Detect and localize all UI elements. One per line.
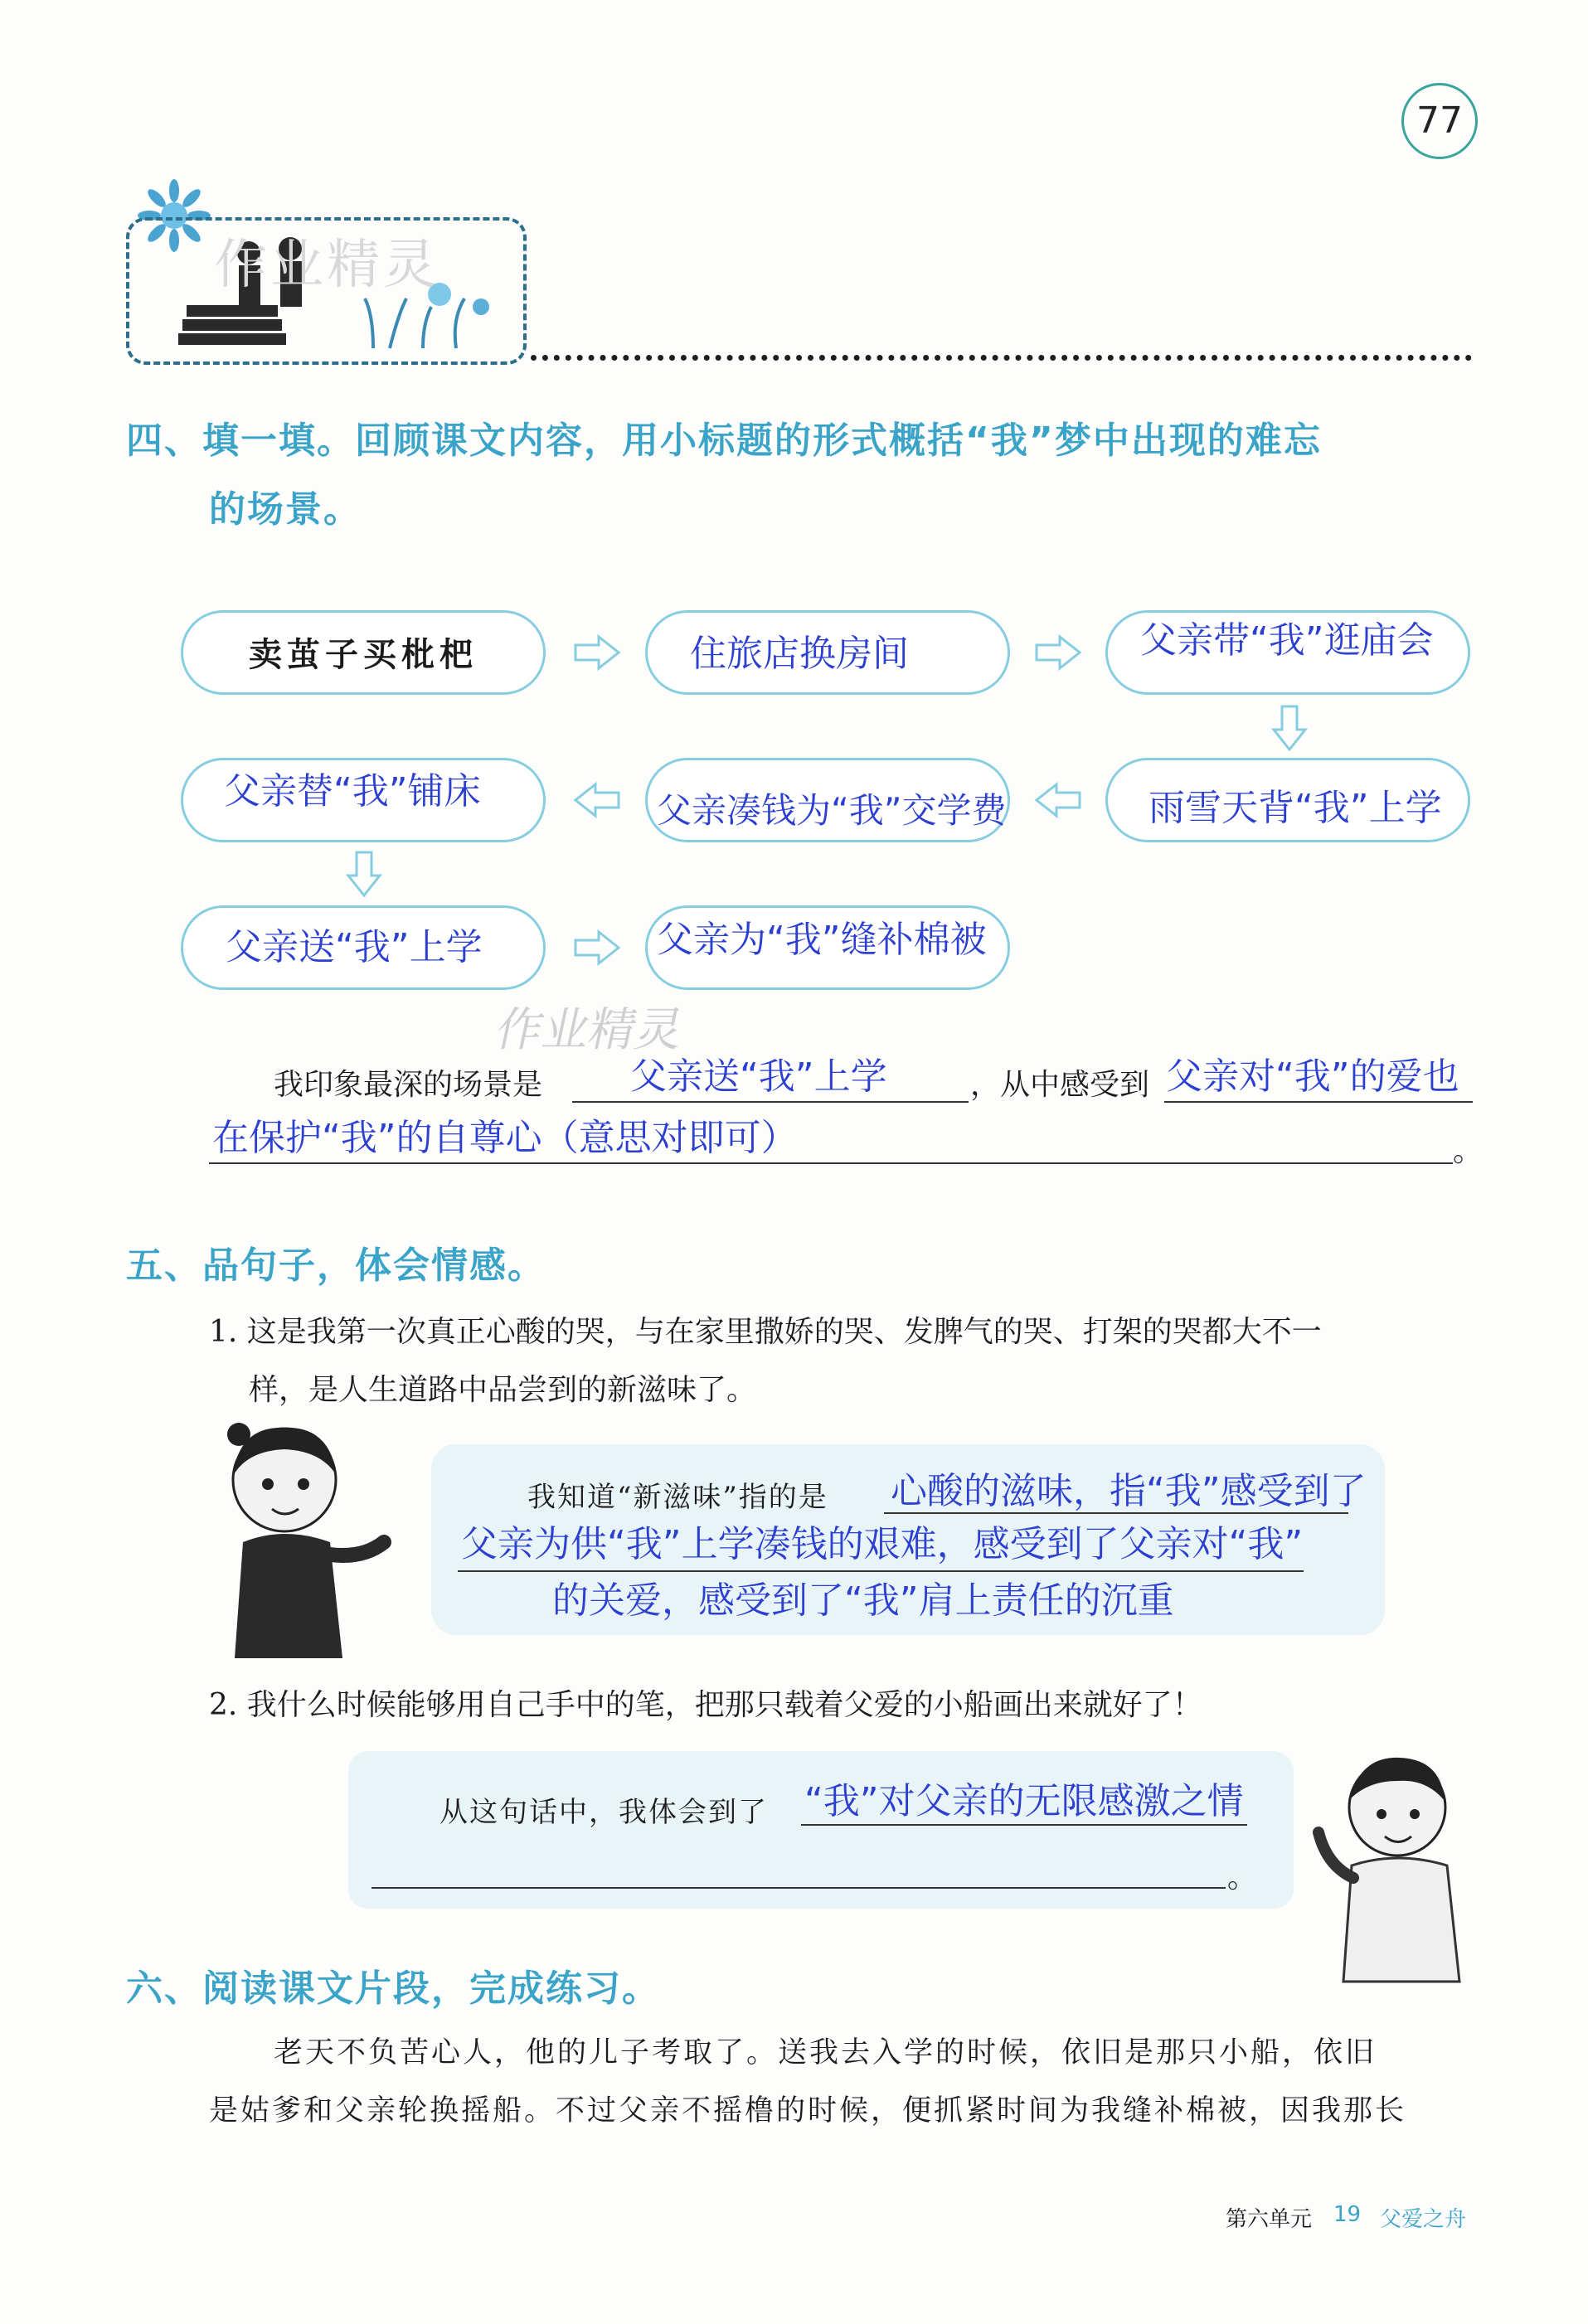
section4-heading-line1: 四、填一填。回顾课文内容，用小标题的形式概括“我”梦中出现的难忘 [126,420,1322,462]
flow-box-2-text: 住旅店换房间 [690,633,909,675]
flow-box-6-text: 父亲替“我”铺床 [224,770,481,813]
answer-scene: 父亲送“我”上学 [630,1055,887,1098]
bubble2-line-1 [801,1824,1247,1826]
flow-box-8-text: 父亲为“我”缝补棉被 [657,919,987,961]
arrow-left-icon [572,779,622,821]
bubble2-prefix: 从这句话中，我体会到了 [439,1796,768,1829]
boy-illustration [1302,1741,1484,1990]
section6-heading: 六、阅读课文片段，完成练习。 [126,1967,660,2010]
bubble2-end: 。 [1227,1861,1258,1895]
answer-line-scene [572,1101,969,1103]
bubble1-answer-1: 心酸的滋味，指“我”感受到了 [891,1470,1367,1512]
fill-sentence-prefix: 我印象最深的场景是 [274,1068,543,1102]
arrow-right-icon [572,632,622,673]
footer-page: 19 [1333,2202,1362,2227]
bubble2-answer: “我”对父亲的无限感激之情 [804,1780,1244,1822]
header-divider [531,355,1472,361]
answer-line-feeling-2 [209,1162,1453,1164]
flow-box-3-text: 父亲带“我”逛庙会 [1140,619,1434,662]
flow-box-5-text: 父亲凑钱为“我”交学费 [657,790,1007,831]
bubble1-answer-2: 父亲为供“我”上学凑钱的艰难，感受到了父亲对“我” [461,1523,1304,1565]
question-1-line1: 1. 这是我第一次真正心酸的哭，与在家里撒娇的哭、发脾气的哭、打架的哭都大不一 [209,1315,1322,1349]
logo-text: 作业精灵 [214,235,439,296]
arrow-down-icon [1269,703,1310,753]
fill-sentence-mid: ，从中感受到 [970,1068,1150,1102]
girl-illustration [206,1409,396,1667]
arrow-left-icon [1033,779,1083,821]
answer-feeling-1: 父亲对“我”的爱也 [1166,1055,1459,1098]
arrow-down-icon [343,849,385,899]
arrow-right-icon [572,927,622,968]
passage-line2: 是姑爹和父亲轮换摇船。不过父亲不摇橹的时候，便抓紧时间为我缝补棉被，因我那长 [209,2094,1407,2128]
section4-heading-line2: 的场景。 [209,488,362,531]
bubble2-line-2 [372,1887,1226,1889]
flow-box-7-text: 父亲送“我”上学 [226,926,483,968]
footer-unit: 第六单元 [1226,2207,1313,2232]
question-1-line2: 样，是人生道路中品尝到的新滋味了。 [249,1373,757,1407]
bubble1-answer-3: 的关爱，感受到了“我”肩上责任的沉重 [552,1579,1174,1622]
answer-line-feeling-1 [1164,1101,1473,1103]
watermark: 作业精灵 [491,1003,688,1057]
footer-lesson: 父爱之舟 [1380,2207,1467,2232]
question-2: 2. 我什么时候能够用自己手中的笔，把那只载着父爱的小船画出来就好了！ [209,1688,1202,1722]
flow-box-1-text: 卖茧子买枇杷 [249,635,478,674]
bubble1-prefix: 我知道“新滋味”指的是 [527,1481,828,1514]
section5-heading: 五、品句子，体会情感。 [126,1244,546,1287]
answer-feeling-2: 在保护“我”的自尊心（意思对即可） [212,1117,798,1159]
page-number: 77 [1401,83,1478,159]
fill-sentence-end: 。 [1453,1134,1484,1168]
arrow-right-icon [1033,632,1083,673]
passage-line1: 老天不负苦心人，他的儿子考取了。送我去入学的时候，依旧是那只小船，依旧 [274,2036,1377,2069]
flow-box-4-text: 雨雪天背“我”上学 [1149,787,1442,829]
